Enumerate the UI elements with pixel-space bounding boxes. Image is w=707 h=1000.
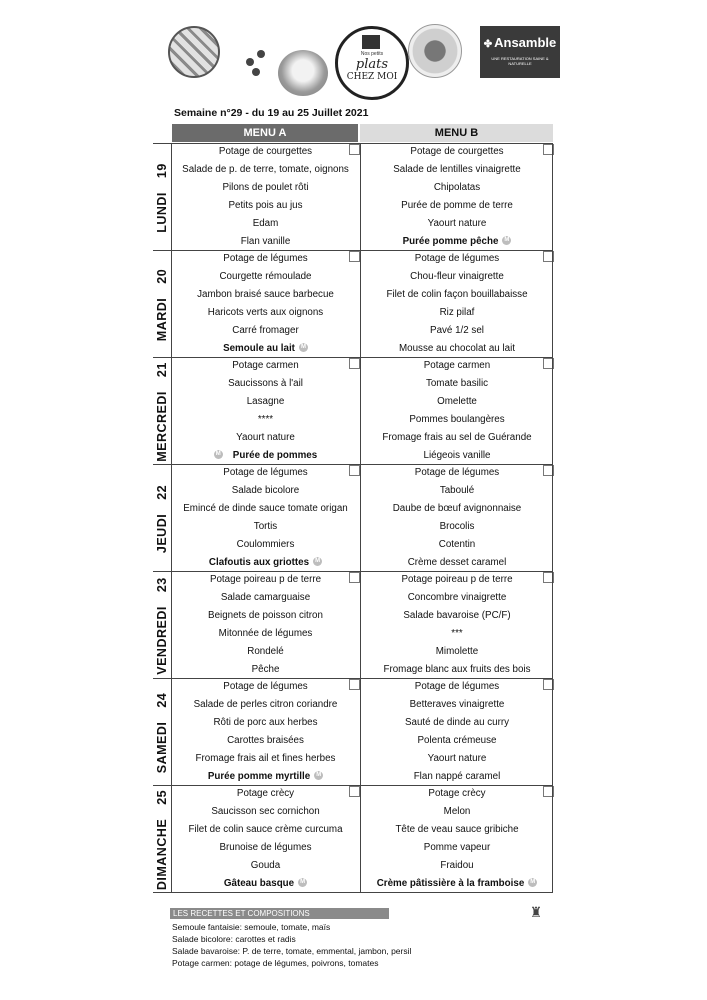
menu-item [172,343,359,354]
menu-item-text: Tortis [253,520,278,532]
day-number: 25 [155,789,169,805]
menu-item-text: Brunoise de légumes [219,841,312,853]
menu-item-text: Rondelé [247,645,284,657]
menu-b-cell [361,251,553,358]
table-bottom-border [153,892,553,893]
menu-item-text: Potage de légumes [414,253,500,264]
menu-item [172,681,359,692]
column-divider [552,358,553,465]
menu-item [361,485,553,496]
day-label [153,358,171,465]
menu-item [172,450,359,461]
menu-item-text: Mousse au chocolat au lait [399,342,515,354]
menu-item-text: Potage de légumes [223,681,308,692]
menu-item-text: Riz pilaf [439,306,475,318]
day-name-text: DIMANCHE [155,818,169,890]
menu-item-text: Emincé de dinde sauce tomate origan [183,502,348,514]
menu-item [361,164,553,175]
menu-item [361,218,553,229]
menu-item [172,271,359,282]
menu-item [361,806,553,817]
menu-item-text: Yaourt nature [427,752,487,764]
menu-b-cell [361,465,553,572]
menu-item-text: Courgette rémoulade [219,270,312,282]
menu-item [361,307,553,318]
menu-item [172,414,359,425]
menu-item [361,664,553,675]
menu-item-text: Salade de lentilles vinaigrette [393,163,521,175]
day-label [153,679,171,786]
menu-item [361,378,553,389]
menu-item-text: *** [451,627,463,639]
menu-item [361,414,553,425]
day-block [153,250,553,358]
menu-item [172,592,359,603]
menu-item [361,503,553,514]
menu-item-text: Pomme vapeur [423,841,491,853]
menu-item [361,574,553,585]
menu-item [361,824,553,835]
menu-item [361,646,553,657]
menu-item [172,788,359,799]
menu-item-text: Salade bavaroise (PC/F) [403,609,511,621]
menu-item-text: Salade bicolore [231,484,300,496]
menu-item [172,824,359,835]
cherry-image [257,50,265,58]
day-block [153,571,553,679]
menu-item-text: Melon [443,805,471,817]
menu-item-text: Pêche [251,663,280,675]
menu-item-text: Pavé 1/2 sel [430,324,484,336]
menu-item [361,592,553,603]
menu-item-text: Chipolatas [433,181,481,193]
menu-item [361,432,553,443]
day-name-text: SAMEDI [155,721,169,773]
menu-item-text: Salade de perles citron coriandre [193,698,338,710]
menu-item [172,307,359,318]
recipe-line: Semoule fantaisie: semoule, tomate, maïs [172,922,331,932]
homemade-badge-icon: M [300,344,306,351]
day-name-text: MERCREDI [155,390,169,462]
plate-image [408,24,462,78]
menu-item [172,218,359,229]
menu-b-header: MENU B [360,124,553,142]
day-number: 19 [155,162,169,178]
menu-item-text: Pommes boulangères [409,413,505,425]
menu-item-text: Cotentin [438,538,476,550]
day-number: 20 [155,268,169,284]
week-title: Semaine n°29 - du 19 au 25 Juillet 2021 [174,107,369,119]
day-number: 21 [155,361,169,377]
menu-item [361,681,553,692]
menu-b-cell [361,679,553,786]
menu-item [361,289,553,300]
menu-item [361,788,553,799]
menu-item-text: Filet de colin façon bouillabaisse [386,288,528,300]
menu-a-header: MENU A [172,124,358,142]
logo-small-text: Nos petits [360,51,384,57]
menu-item [172,574,359,585]
menu-item [172,396,359,407]
menu-item [172,253,359,264]
day-block [153,678,553,786]
menu-item [361,236,553,247]
menu-item [172,485,359,496]
menu-item [172,628,359,639]
menu-item [172,236,359,247]
menu-item [361,360,553,371]
menu-item [361,343,553,354]
menu-item [361,753,553,764]
menu-item [172,860,359,871]
menu-item [361,771,553,782]
homemade-badge-icon: M [530,879,536,886]
menu-item-text: Mimolette [435,645,479,657]
menu-item-text: Gouda [250,859,281,871]
house-icon [362,35,380,49]
menu-b-cell [361,358,553,465]
menu-item-text: Petits pois au jus [228,199,303,211]
menu-item-text: Coulommiers [236,538,295,550]
menu-item [361,860,553,871]
menu-item [172,842,359,853]
menu-item-text: Tête de veau sauce gribiche [395,823,519,835]
menu-item-text: Concombre vinaigrette [407,591,507,603]
homemade-badge-icon: M [504,237,510,244]
leaf-icon: ✤ [483,39,493,50]
menu-item-text: Rôti de porc aux herbes [213,716,318,728]
day-label [153,465,171,572]
menu-item-text: Brocolis [439,520,475,532]
ansamble-logo [480,26,560,78]
column-divider [552,572,553,679]
menu-item [172,699,359,710]
day-number: 23 [155,576,169,592]
menu-b-cell [361,144,553,251]
menu-item-text: Tomate basilic [425,377,489,389]
cherry-image [252,68,260,76]
menu-item [172,432,359,443]
day-label [153,786,171,893]
menu-item-text: Potage carmen [232,360,299,371]
menu-item [172,182,359,193]
column-divider [552,251,553,358]
menu-item-text: Clafoutis aux griottes [208,556,310,568]
menu-item-text: Potage carmen [423,360,491,371]
column-divider [552,144,553,251]
logo-main-text [338,59,406,83]
day-name [155,484,169,552]
menu-item-text: Purée de pommes [232,449,318,461]
menu-item-text: Daube de bœuf avignonnaise [392,502,522,514]
menu-item-text: Edam [252,217,279,229]
menu-item-text: Fromage blanc aux fruits des bois [383,663,531,675]
menu-item-text: Haricots verts aux oignons [207,306,324,318]
day-name [155,268,169,340]
bowl-image [278,50,328,96]
menu-item-text: Omelette [437,395,477,407]
menu-item-text: Chou-fleur vinaigrette [410,270,504,282]
menu-item-text: Crème pâtissière à la framboise [376,877,525,889]
menu-b-cell [361,786,553,893]
menu-item [172,289,359,300]
menu-item [172,610,359,621]
day-label [153,572,171,679]
menu-item [172,646,359,657]
menu-item [361,521,553,532]
day-name-text: VENDREDI [155,605,169,675]
menu-item-text: Pilons de poulet rôti [222,181,309,193]
menu-item [361,182,553,193]
menu-item [172,806,359,817]
menu-item-text: Purée de pomme de terre [401,199,513,211]
menu-item [361,735,553,746]
day-name [155,577,169,675]
cherry-image [246,58,254,66]
menu-item-text: Potage de légumes [414,681,500,692]
menu-item-text: Sauté de dinde au curry [404,716,510,728]
menu-item-text: Salade camarguaise [220,591,311,603]
menu-a-cell [172,572,359,679]
column-divider [552,786,553,893]
menu-item-text: Potage de légumes [223,467,308,478]
menu-a-cell [172,465,359,572]
menu-item-text: Polenta crémeuse [417,734,497,746]
menu-item-text: Saucisson sec cornichon [211,805,320,817]
recipe-line: Potage carmen: potage de légumes, poivrons, tomates [172,958,379,968]
menu-item-text: Saucissons à l'ail [228,377,303,389]
day-name [155,362,169,462]
menu-item-text: Taboulé [439,484,475,496]
menu-item [172,467,359,478]
menu-item [172,771,359,782]
day-number: 24 [155,692,169,708]
menu-item [361,396,553,407]
menu-item [172,753,359,764]
column-divider [552,465,553,572]
menu-item [172,557,359,568]
menu-item [361,628,553,639]
homemade-badge-icon: M [300,879,306,886]
menu-item-text: Betteraves vinaigrette [409,698,505,710]
menu-item [172,325,359,336]
day-name-text: MARDI [155,297,169,341]
menu-item [172,539,359,550]
menu-item-text: Filet de colin sauce crème curcuma [188,823,343,835]
menu-item-text: Fromage frais ail et fines herbes [195,752,336,764]
menu-item-text: Potage de légumes [223,253,308,264]
menu-item-text: Flan vanille [240,235,291,247]
column-divider [552,679,553,786]
menu-item-text: Yaourt nature [427,217,487,229]
menu-a-cell [172,358,359,465]
menu-item-text: Potage poireau p de terre [209,574,322,585]
menu-item-text: Jambon braisé sauce barbecue [197,288,334,300]
day-name-text: LUNDI [155,191,169,233]
menu-item [172,200,359,211]
menu-item-text: Salade de p. de terre, tomate, oignons [182,163,349,175]
menu-item [172,378,359,389]
menu-item-text: Lasagne [246,395,285,407]
brand-name: Ansamble [494,35,557,50]
menu-item [172,360,359,371]
menu-item-text: Potage de légumes [414,467,500,478]
menu-a-cell [172,251,359,358]
homemade-badge-icon: M [215,451,221,458]
menu-item [172,503,359,514]
menu-item [361,200,553,211]
recipe-line: Salade bavaroise: P. de terre, tomate, emmental, jambon, persil [172,946,412,956]
day-name [155,692,169,773]
day-block [153,464,553,572]
menu-item [172,878,359,889]
menu-item [361,539,553,550]
menu-item [172,717,359,728]
menu-item [172,164,359,175]
logo-chez-moi: CHEZ MOI [346,72,398,82]
menu-item-text: Mitonnée de légumes [218,627,313,639]
day-name [155,163,169,233]
menu-item-text: Potage poireau p de terre [401,574,513,585]
day-block [153,143,553,251]
menu-item-text: Fraidou [440,859,474,871]
day-number: 22 [155,484,169,500]
menu-item [361,557,553,568]
brand-tagline: UNE RESTAURATION SAINE & NATURELLE [491,56,549,66]
menu-item [361,699,553,710]
menu-item-text: Potage crècy [236,788,295,799]
menu-item [361,271,553,282]
menu-item-text: Carottes braisées [227,734,304,746]
menu-b-cell [361,572,553,679]
menu-a-cell [172,786,359,893]
menu-item [361,878,553,889]
menu-item-text: Crème desset caramel [407,556,507,568]
menu-item-text: Purée pomme pêche [402,235,499,247]
menu-a-cell [172,679,359,786]
homemade-badge-icon: M [315,558,321,565]
menu-item [172,664,359,675]
menu-a-cell [172,144,359,251]
menu-item-text: Gâteau basque [223,877,295,889]
recipes-title: LES RECETTES ET COMPOSITIONS [170,908,389,919]
menu-item [361,610,553,621]
menu-item [361,253,553,264]
menu-item [361,146,553,157]
menu-item-text: Liégeois vanille [423,449,491,461]
menu-item [172,521,359,532]
logo-plats: plats [355,57,389,72]
day-label [153,251,171,358]
menu-item [361,842,553,853]
day-block [153,785,553,893]
plats-chez-moi-logo [335,26,409,100]
day-label [153,144,171,251]
chef-hat-icon: ♜ [529,904,543,920]
day-name-text: JEUDI [155,513,169,553]
pie-image [168,26,220,78]
menu-item [172,735,359,746]
menu-item-text: Potage de courgettes [410,146,504,157]
menu-item-text: Semoule au lait [223,342,295,354]
menu-item-text: Yaourt nature [236,431,295,443]
menu-item [361,325,553,336]
menu-item [361,450,553,461]
day-name [155,789,169,889]
menu-item [361,467,553,478]
menu-item-text: Fromage frais au sel de Guérande [382,431,532,443]
day-block [153,357,553,465]
menu-item-text: **** [257,413,274,425]
header-banner [160,20,560,100]
menu-item-text: Beignets de poisson citron [208,609,323,621]
menu-item-text: Carré fromager [232,324,299,336]
menu-item-text: Purée pomme myrtille [207,770,311,782]
menu-item [172,146,359,157]
menu-item [361,717,553,728]
menu-item-text: Potage crècy [428,788,486,799]
menu-item-text: Flan nappé caramel [413,770,501,782]
homemade-badge-icon: M [316,772,322,779]
recipe-line: Salade bicolore: carottes et radis [172,934,296,944]
menu-item-text: Potage de courgettes [218,146,313,157]
